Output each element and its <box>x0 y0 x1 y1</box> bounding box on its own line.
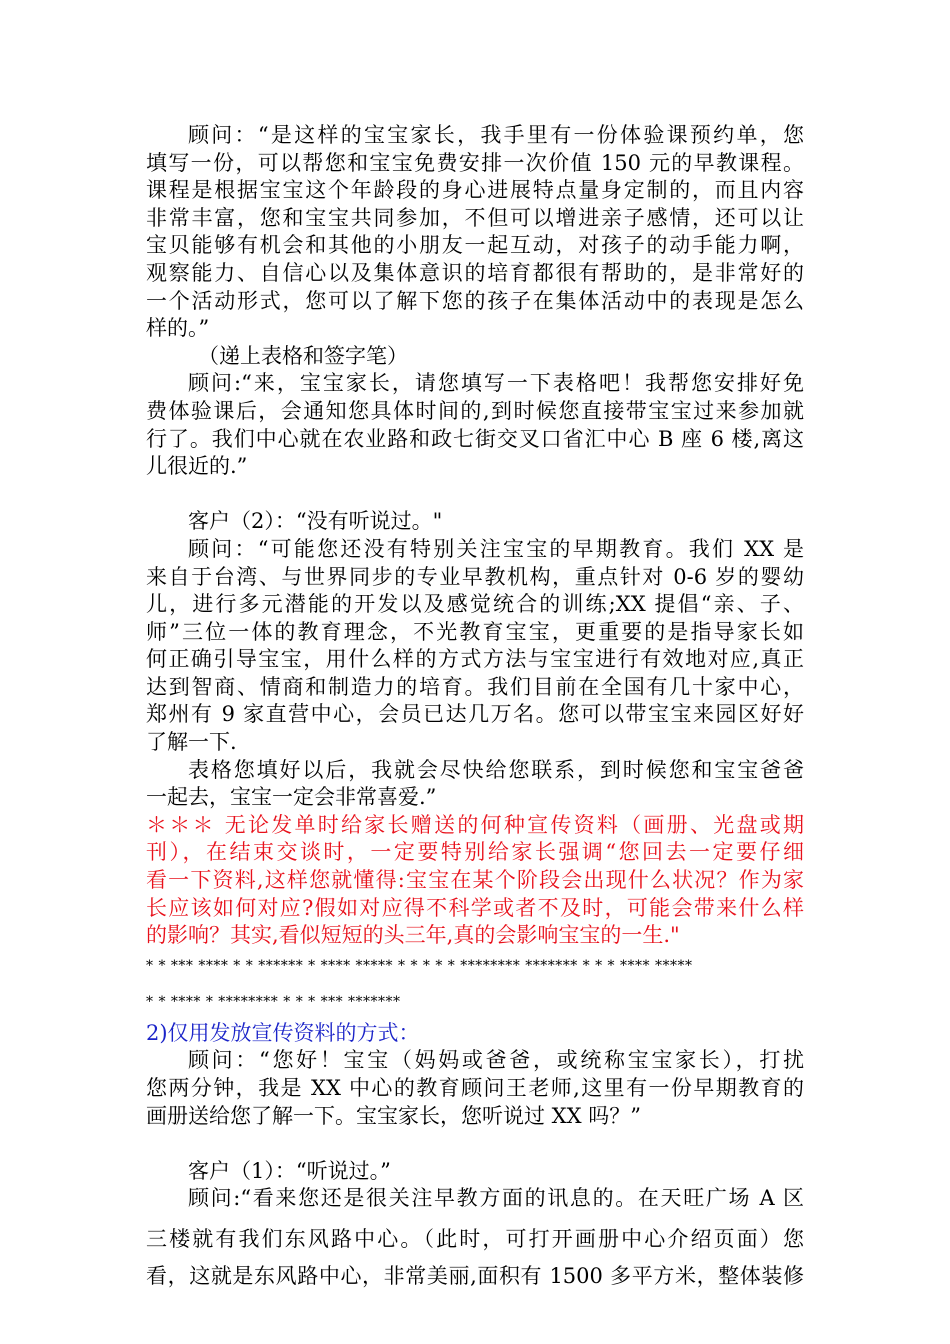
text-line: 宝贝能够有机会和其他的小朋友一起互动，对孩子的动手能力啊， <box>146 233 804 258</box>
text-line: 顾问：“可能您还没有特别关注宝宝的早期教育。我们 XX 是 <box>188 536 804 561</box>
text-line: 看一下资料,这样您就懂得:宝宝在某个阶段会出现什么状况？作为家 <box>146 868 804 893</box>
text-line: 费体验课后，会通知您具体时间的,到时候您直接带宝宝过来参加就 <box>146 398 804 423</box>
blank-line <box>146 1130 804 1158</box>
text-line: 顾问：“是这样的宝宝家长，我手里有一份体验课预约单，您 <box>188 123 804 147</box>
asterisk-divider: * * *** **** * * ****** * **** ***** * * * * * ******** ******* * * * **** ***** <box>146 957 693 974</box>
text-line: 的影响？其实,看似短短的头三年,真的会影响宝宝的一生." <box>146 923 680 948</box>
text-line: 课程是根据宝宝这个年龄段的身心进展特点量身定制的，而且内容 <box>146 178 804 203</box>
text-line: 师”三位一体的教育理念，不光教育宝宝，更重要的是指导家长如 <box>146 619 804 644</box>
text-line: 达到智商、情商和制造力的培育。我们目前在全国有几十家中心， <box>146 674 804 699</box>
section-heading: 2)仅用发放宣传资料的方式： <box>146 1020 420 1045</box>
paragraph-consultant-6 <box>146 1185 804 1295</box>
text-line: 一起去，宝宝一定会非常喜爱.” <box>146 785 437 810</box>
stage-note: （递上表格和签字笔） <box>198 343 408 368</box>
text-line: 刊），在结束交谈时，一定要特别给家长强调“您回去一定要仔细 <box>146 840 804 865</box>
text-line: 样的。” <box>146 316 210 341</box>
paragraph-consultant-3 <box>146 536 804 757</box>
text-line: 观察能力、自信心以及集体意识的培育都很有帮助的，是非常好的 <box>146 260 804 285</box>
highlight-note <box>146 812 804 950</box>
text-line: 来自于台湾、与世界同步的专业早教机构，重点针对 0-6 岁的婴幼 <box>146 564 804 589</box>
paragraph-consultant-1 <box>146 122 804 343</box>
text-line: 您两分钟，我是 XX 中心的教育顾问王老师,这里有一份早期教育的 <box>146 1076 804 1100</box>
text-line: 行了。我们中心就在农业路和政七街交叉口省汇中心 B 座 6 楼,离这 <box>146 426 804 451</box>
text-line: 表格您填好以后，我就会尽快给您联系，到时候您和宝宝爸爸 <box>188 757 804 782</box>
blank-line <box>146 481 804 509</box>
text-line: 一个活动形式，您可以了解下您的孩子在集体活动中的表现是怎么 <box>146 288 804 313</box>
text-line: 了解一下. <box>146 730 237 755</box>
text-line: 顾问：“您好！宝宝（妈妈或爸爸，或统称宝宝家长），打扰 <box>188 1048 804 1073</box>
text-line: 顾问:“来，宝宝家长，请您填写一下表格吧！我帮您安排好免 <box>188 371 804 396</box>
text-line: 画册送给您了解一下。宝宝家长，您听说过 XX 吗？” <box>146 1103 641 1128</box>
text-line: ＊＊＊ 无论发单时给家长赠送的何种宣传资料（画册、光盘或期 <box>146 812 804 837</box>
customer-reply-1: 客户（1）：“听说过。” <box>188 1158 391 1183</box>
text-line: 三楼就有我们东风路中心。（此时，可打开画册中心介绍页面）您 <box>146 1226 804 1251</box>
asterisk-divider: * * **** * ******** * * * *** ******* <box>146 993 401 1010</box>
paragraph-consultant-5 <box>146 1047 804 1130</box>
paragraph-consultant-4 <box>146 757 804 812</box>
text-line: 何正确引导宝宝，用什么样的方式方法与宝宝进行有效地对应,真正 <box>146 647 804 672</box>
text-line: 儿很近的.” <box>146 454 248 479</box>
customer-reply-2: 客户（2）：“没有听说过。" <box>188 509 443 534</box>
text-line: 儿，进行多元潜能的开发以及感觉统合的训练;XX 提倡“亲、子、 <box>146 592 804 617</box>
text-line: 顾问:“看来您还是很关注早教方面的讯息的。在天旺广场 A 区 <box>188 1186 804 1211</box>
text-line: 填写一份，可以帮您和宝宝免费安排一次价值 150 元的早教课程。 <box>146 150 804 175</box>
text-line: 郑州有 9 家直营中心，会员已达几万名。您可以带宝宝来园区好好 <box>146 702 804 727</box>
text-line: 看，这就是东风路中心，非常美丽,面积有 1500 多平方米，整体装修 <box>146 1263 804 1288</box>
text-line: 非常丰富，您和宝宝共同参加，不但可以增进亲子感情，还可以让 <box>146 205 804 230</box>
text-line: 长应该如何对应?假如对应得不科学或者不及时，可能会带来什么样 <box>146 895 804 920</box>
paragraph-consultant-2 <box>146 370 804 480</box>
